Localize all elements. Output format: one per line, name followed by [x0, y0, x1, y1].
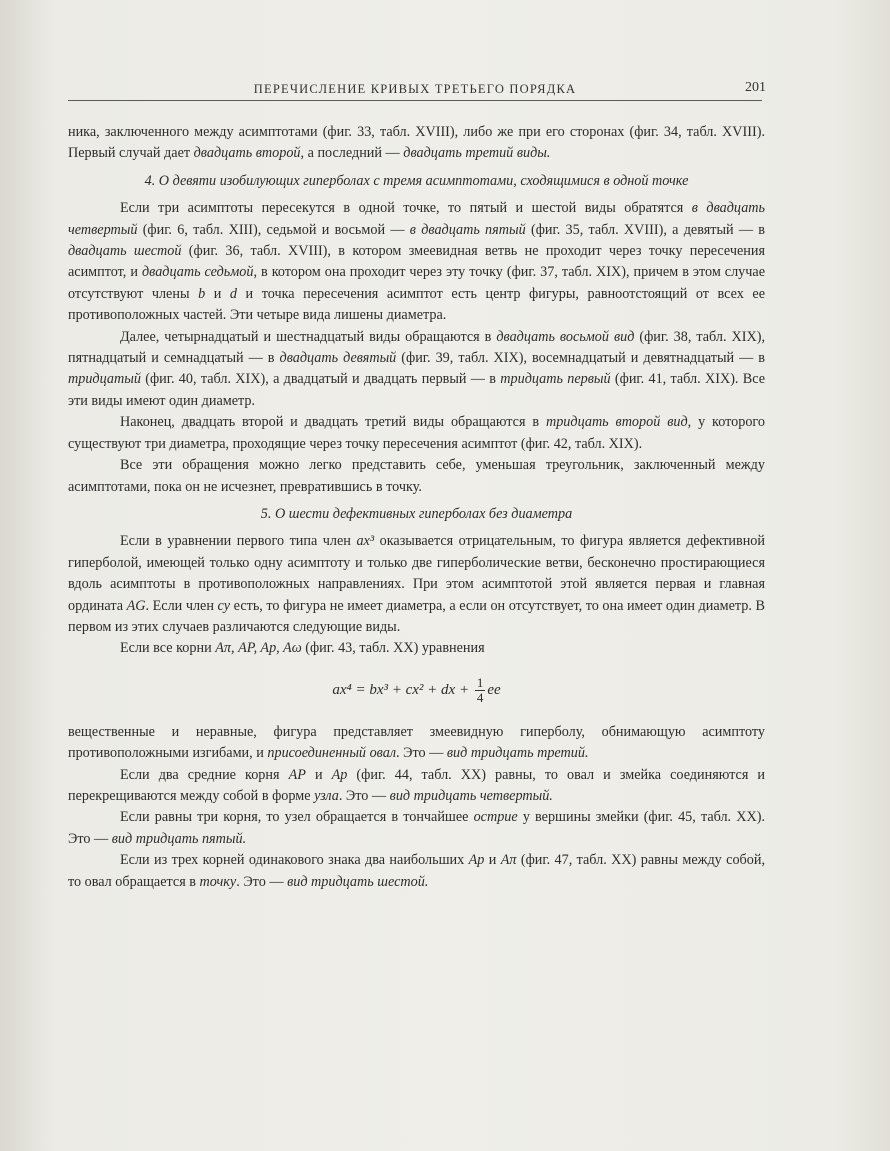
paragraph-4: Наконец, двадцать второй и двадцать третий виды обращаются в тридцать второй вид, у которого существуют три диаметра, проходящие через точку пересечения асимптот (фиг. 42, табл. XIX). [68, 414, 765, 452]
paragraph-8: вещественные и неравные, фигура представляет змеевидную гиперболу, обнимающую асимптоту противоположными изгибами, и присоединенный овал. Это — вид тридцать третий. [68, 723, 765, 762]
paragraph-7: Если все корни Aπ, AP, Ap, Aω (фиг. 43, табл. XX) уравнения [120, 640, 485, 657]
paragraph-3: Далее, четырнадцатый и шестнадцатый виды обращаются в двадцать восьмой вид (фиг. 38, табл. XIX), пятнадцатый и семнадцатый — в двадцать девятый (фиг. 39, табл. XIX), восемнадцатый и девятнадцатый — в тридцатый (фиг. 40, табл. XIX), а двадцатый и двадцать первый — в тридцать первый (фиг. 41, табл. XIX). Все эти виды имеют один диаметр. [68, 328, 765, 409]
paragraph-11: Если из трех корней одинакового знака два наибольших Ap и Aπ (фиг. 47, табл. XX) равны между собой, то овал обращается в точку. Это — вид тридцать шестой. [68, 852, 765, 890]
page-number: 201 [745, 80, 766, 95]
paragraph-1: ника, заключенного между асимптотами (фиг. 33, табл. XVIII), либо же при его сторонах (фиг. 34, табл. XVIII). Первый случай дает двадцать второй, а последний — двадцать третий виды. [68, 124, 765, 162]
section-5-title: 5. О шести дефективных гиперболах без диаметра [260, 505, 573, 522]
paragraph-5: Все эти обращения можно легко представить себе, уменьшая треугольник, заключенный между асимптотами, пока он не исчезнет, превратившись в точку. [68, 457, 765, 495]
fraction-one-quarter: $\frac{1}{4}$ [476, 674, 484, 705]
section-4-title: 4. О девяти изобилующих гиперболах с тремя асимптотами, сходящимися в одной точке [144, 172, 689, 189]
paragraph-10: Если равны три корня, то узел обращается в тончайшее острие у вершины змейки (фиг. 45, табл. XX). Это — вид тридцать пятый. [68, 809, 765, 847]
page-content [68, 122, 765, 893]
quartic-equation: ax⁴ = bx³ + cx² + dx + $\frac{1}{4}$ ee [332, 674, 501, 705]
paragraph-2: Если три асимптоты пересекутся в одной точке, то пятый и шестой виды обратятся в двадцать четвертый (фиг. 6, табл. XIII), седьмой и восьмой — в двадцать пятый (фиг. 35, табл. XVIII), а девятый — в двадцать шестой (фиг. 36, табл. XVIII), в котором змеевидная ветвь не проходит через точку пересечения асимптот, и двадцать седьмой, в котором она проходит через эту точку (фиг. 37, табл. XIX), причем в этом случае отсутствуют члены b и d и точка пересечения асимптот есть центр фигуры, равноотстоящий от всех ее противоположных частей. Эти четыре вида лишены диаметра. [68, 200, 766, 324]
paragraph-9: Если два средние корня AP и Ap (фиг. 44, табл. XX) равны, то овал и змейка соединяются и перекрещиваются между собой в форме узла. Это — вид тридцать четвертый. [68, 766, 765, 804]
paragraph-6: Если в уравнении первого типа член ax³ оказывается отрицательным, то фигура является дефективной гиперболой, имеющей только одну асимптоту и только две гиперболические ветви, бесконечно простирающиеся вдоль асимптоты в противоположных направлениях. При этом асимптотой этой является первая и главная ордината AG. Если член cy есть, то фигура не имеет диаметра, а если он отсутствует, то она имеет один диаметр. В первом из этих случаев различаются следующие виды. [68, 533, 765, 635]
header-title: ПЕРЕЧИСЛЕНИЕ КРИВЫХ ТРЕТЬЕГО ПОРЯДКА [253, 82, 577, 96]
running-header [68, 80, 766, 101]
